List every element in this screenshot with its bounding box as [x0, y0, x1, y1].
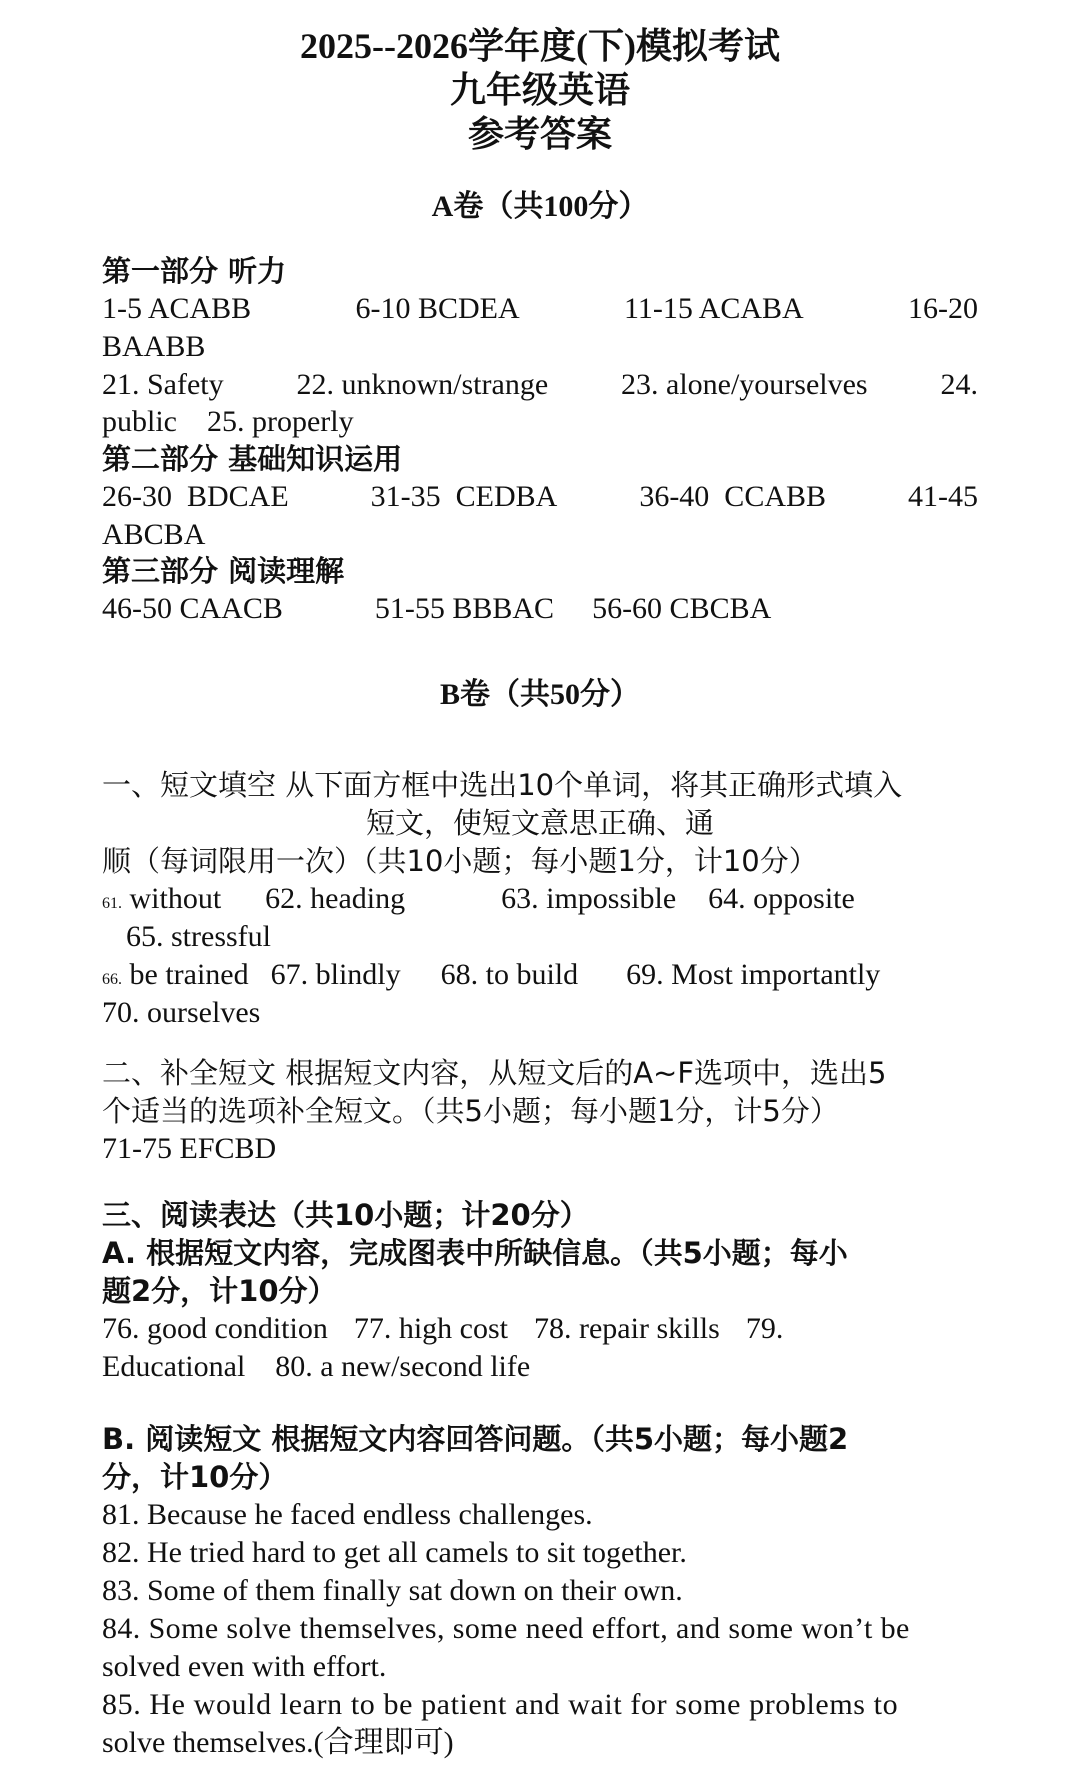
sec3-partA-heading-line1: A. 根据短文内容，完成图表中所缺信息。（共5小题；每小: [102, 1236, 848, 1270]
sec1-row2: 65. stressful: [126, 920, 271, 953]
answer-group: 51-55 BBBAC: [374, 592, 555, 625]
part1-heading: 第一部分 听力: [102, 254, 287, 288]
question-number: 66.: [102, 971, 122, 988]
question-number: 61.: [102, 895, 122, 912]
answer-item: 23. alone/yourselves: [621, 368, 868, 401]
answer-item: 76. good condition: [102, 1312, 328, 1345]
answer-item: 67. blindly: [270, 958, 401, 991]
sec1-heading-line2: 短文，使短文意思正确、通: [365, 806, 714, 840]
answer-item: 63. impossible: [501, 882, 677, 915]
grade-subject-title: 九年级英语: [449, 70, 630, 110]
answer-group: 26-30 BDCAE: [102, 480, 289, 513]
answer-group: 41-45: [908, 480, 978, 513]
answer-group: 56-60 CBCBA: [592, 592, 772, 625]
answer-item: without: [129, 882, 222, 915]
answer-line: 85. He would learn to be patient and wait for some problems to: [102, 1688, 899, 1721]
sec1-heading-line1: 一、短文填空 从下面方框中选出10个单词，将其正确形式填入: [102, 768, 903, 802]
part2-row1: [102, 478, 978, 516]
sec3-partB-heading-line1: B. 阅读短文 根据短文内容回答问题。（共5小题；每小题2: [102, 1422, 849, 1456]
answer-item: 62. heading: [265, 882, 406, 915]
part2-row1-continued: ABCBA: [102, 518, 206, 551]
answer-key-title: 参考答案: [467, 114, 612, 154]
sec3-partA-row2: Educational 80. a new/second life: [102, 1350, 531, 1383]
answer-item: 22. unknown/strange: [296, 368, 549, 401]
answer-line: solved even with effort.: [102, 1650, 387, 1683]
part1-row1: [102, 290, 978, 328]
answer-line: 81. Because he faced endless challenges.: [102, 1498, 593, 1531]
answer-line: solve themselves.(合理即可): [102, 1726, 454, 1759]
answer-item: 69. Most importantly: [626, 958, 881, 991]
part2-heading: 第二部分 基础知识运用: [102, 442, 403, 476]
part1-row2: [102, 366, 978, 404]
sec3-partA-heading-line2: 题2分，计10分）: [102, 1274, 337, 1308]
sec1-row3: [102, 956, 978, 999]
answer-group: 46-50 CAACB: [102, 592, 283, 625]
answer-item: 21. Safety: [102, 368, 224, 401]
answer-item: 78. repair skills: [534, 1312, 720, 1345]
sec1-row4: 70. ourselves: [102, 996, 261, 1029]
answer-item: 64. opposite: [708, 882, 855, 915]
answer-group: 6-10 BCDEA: [355, 292, 520, 325]
answer-line: 84. Some solve themselves, some need effort, and some won’t be: [102, 1612, 910, 1645]
answer-line: 82. He tried hard to get all camels to sit together.: [102, 1536, 687, 1569]
answer-item: 68. to build: [440, 958, 579, 991]
part1-row2-continued: public 25. properly: [102, 405, 354, 438]
answer-group: 31-35 CEDBA: [370, 480, 558, 513]
sec2-heading-line1: 二、补全短文 根据短文内容，从短文后的A~F选项中，选出5: [102, 1056, 887, 1090]
answer-group: 1-5 ACABB: [102, 292, 252, 325]
sec3-partB-heading-line2: 分，计10分）: [102, 1460, 288, 1494]
answer-item: 24.: [940, 368, 978, 401]
part3-heading: 第三部分 阅读理解: [102, 554, 345, 588]
volume-b-heading: B卷（共50分）: [439, 678, 640, 711]
answer-group: 11-15 ACABA: [623, 292, 804, 325]
answer-group: 16-20: [907, 292, 978, 325]
answer-item: 79.: [745, 1312, 784, 1345]
answer-item: be trained: [129, 958, 249, 991]
sec2-answer: 71-75 EFCBD: [102, 1132, 277, 1165]
sec3-partA-row1: [102, 1310, 978, 1348]
exam-title: 2025--2026学年度(下)模拟考试: [300, 26, 780, 66]
part3-row1: [102, 590, 978, 628]
volume-a-heading: A卷（共100分）: [431, 190, 649, 223]
sec3-heading: 三、阅读表达（共10小题；计20分）: [102, 1198, 589, 1232]
part1-row1-continued: BAABB: [102, 330, 206, 363]
answer-group: 36-40 CCABB: [639, 480, 827, 513]
sec1-heading-line3: 顺（每词限用一次）（共10小题；每小题1分，计10分）: [102, 844, 818, 878]
answer-item: 77. high cost: [353, 1312, 508, 1345]
answer-line: 83. Some of them finally sat down on their own.: [102, 1574, 683, 1607]
sec1-row1: [102, 880, 978, 923]
sec2-heading-line2: 个适当的选项补全短文。（共5小题；每小题1分，计5分）: [102, 1094, 839, 1128]
